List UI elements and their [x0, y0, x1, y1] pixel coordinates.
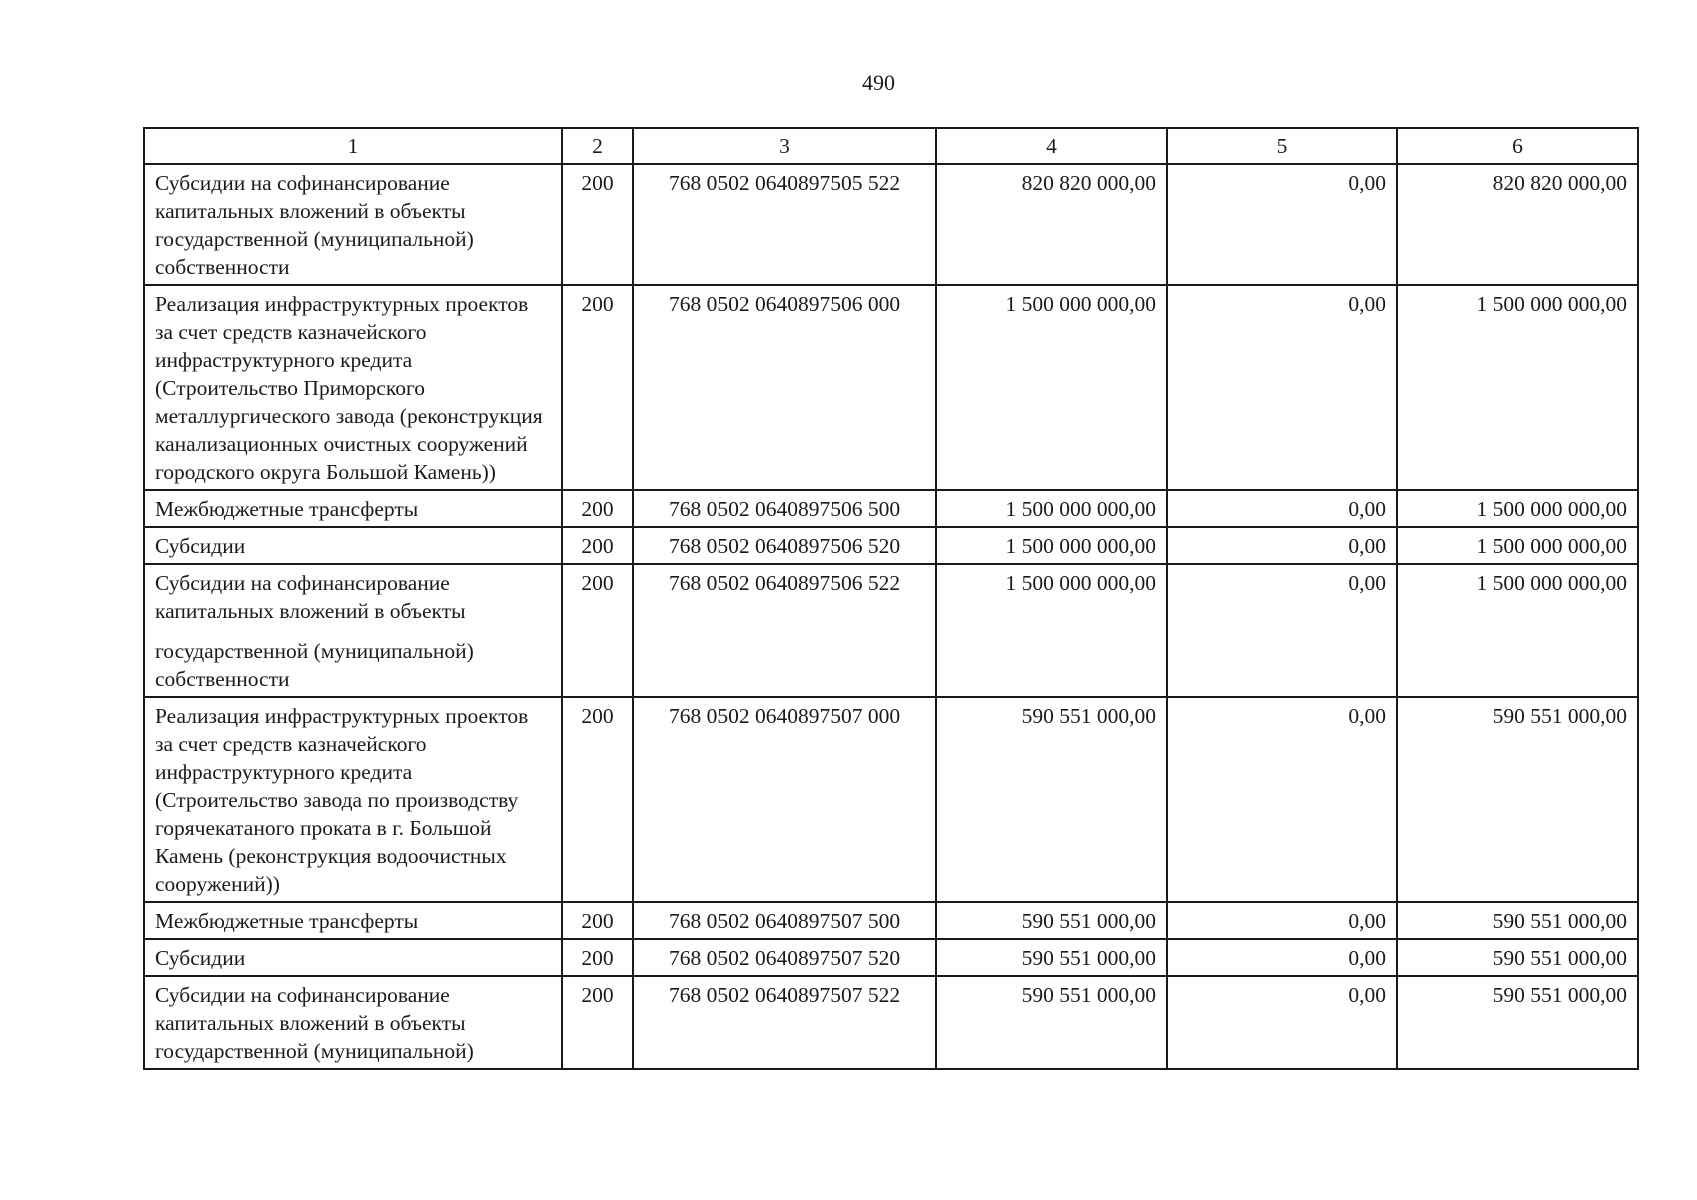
amount-col4: 590 551 000,00	[936, 902, 1167, 939]
amount-col6: 590 551 000,00	[1397, 902, 1638, 939]
admin-code: 200	[562, 164, 633, 285]
amount-col5: 0,00	[1167, 164, 1397, 285]
amount-col5: 0,00	[1167, 564, 1397, 697]
item-name: Субсидии на софинансирование капитальных вложений в объекты государственной (муниципальной)	[144, 976, 562, 1069]
classification-code: 768 0502 0640897507 522	[633, 976, 936, 1069]
amount-col5: 0,00	[1167, 902, 1397, 939]
admin-code: 200	[562, 490, 633, 527]
column-header-6: 6	[1397, 128, 1638, 164]
amount-col4: 1 500 000 000,00	[936, 564, 1167, 697]
table-row	[144, 285, 1638, 490]
amount-col4: 590 551 000,00	[936, 697, 1167, 902]
column-header-5: 5	[1167, 128, 1397, 164]
item-name-cell	[144, 564, 562, 697]
column-header-3: 3	[633, 128, 936, 164]
table-row	[144, 164, 1638, 285]
table-row	[144, 697, 1638, 902]
budget-table	[143, 127, 1639, 1070]
amount-col6: 590 551 000,00	[1397, 697, 1638, 902]
column-header-2: 2	[562, 128, 633, 164]
amount-col6: 820 820 000,00	[1397, 164, 1638, 285]
table-row	[144, 902, 1638, 939]
table-row	[144, 564, 1638, 697]
classification-code: 768 0502 0640897505 522	[633, 164, 936, 285]
amount-col6: 590 551 000,00	[1397, 939, 1638, 976]
item-name: Субсидии	[144, 527, 562, 564]
column-header-4: 4	[936, 128, 1167, 164]
amount-col5: 0,00	[1167, 697, 1397, 902]
amount-col4: 820 820 000,00	[936, 164, 1167, 285]
admin-code: 200	[562, 564, 633, 697]
item-name: Реализация инфраструктурных проектов за счет средств казначейского инфраструктурного кредита (Строительство Приморского металлургического завода (реконструкция канализационных очистных сооружений городского округа Большой Камень))	[144, 285, 562, 490]
amount-col6: 1 500 000 000,00	[1397, 564, 1638, 697]
amount-col6: 590 551 000,00	[1397, 976, 1638, 1069]
item-name: Межбюджетные трансферты	[144, 902, 562, 939]
header-row	[144, 128, 1638, 164]
classification-code: 768 0502 0640897507 500	[633, 902, 936, 939]
amount-col4: 1 500 000 000,00	[936, 527, 1167, 564]
amount-col4: 1 500 000 000,00	[936, 285, 1167, 490]
amount-col6: 1 500 000 000,00	[1397, 490, 1638, 527]
classification-code: 768 0502 0640897506 522	[633, 564, 936, 697]
admin-code: 200	[562, 939, 633, 976]
amount-col6: 1 500 000 000,00	[1397, 285, 1638, 490]
item-name-continuation: государственной (муниципальной) собственности	[155, 639, 474, 691]
table-row	[144, 527, 1638, 564]
admin-code: 200	[562, 285, 633, 490]
page-number: 490	[862, 70, 895, 95]
amount-col5: 0,00	[1167, 490, 1397, 527]
amount-col5: 0,00	[1167, 285, 1397, 490]
table-row	[144, 490, 1638, 527]
amount-col4: 1 500 000 000,00	[936, 490, 1167, 527]
admin-code: 200	[562, 976, 633, 1069]
amount-col5: 0,00	[1167, 939, 1397, 976]
classification-code: 768 0502 0640897506 500	[633, 490, 936, 527]
line-gap	[155, 625, 551, 637]
amount-col5: 0,00	[1167, 527, 1397, 564]
item-name: Субсидии	[144, 939, 562, 976]
classification-code: 768 0502 0640897507 000	[633, 697, 936, 902]
table-row	[144, 976, 1638, 1069]
admin-code: 200	[562, 902, 633, 939]
amount-col6: 1 500 000 000,00	[1397, 527, 1638, 564]
admin-code: 200	[562, 697, 633, 902]
classification-code: 768 0502 0640897507 520	[633, 939, 936, 976]
item-name: Межбюджетные трансферты	[144, 490, 562, 527]
item-name: Реализация инфраструктурных проектов за счет средств казначейского инфраструктурного кредита (Строительство завода по производству горячекатаного проката в г. Большой Камень (реконструкция водоочистных сооружений))	[144, 697, 562, 902]
amount-col4: 590 551 000,00	[936, 939, 1167, 976]
item-name: Субсидии на софинансирование капитальных вложений в объекты	[155, 571, 466, 623]
admin-code: 200	[562, 527, 633, 564]
table-row	[144, 939, 1638, 976]
item-name: Субсидии на софинансирование капитальных вложений в объекты государственной (муниципальной) собственности	[144, 164, 562, 285]
column-header-1: 1	[144, 128, 562, 164]
classification-code: 768 0502 0640897506 520	[633, 527, 936, 564]
classification-code: 768 0502 0640897506 000	[633, 285, 936, 490]
amount-col5: 0,00	[1167, 976, 1397, 1069]
amount-col4: 590 551 000,00	[936, 976, 1167, 1069]
